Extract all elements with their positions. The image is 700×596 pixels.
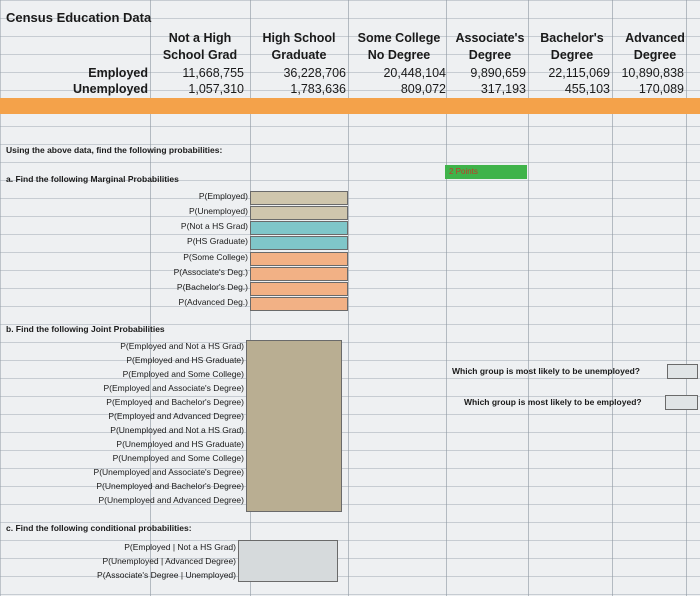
answer-p-hs-grad[interactable] — [250, 236, 348, 250]
orange-separator-row — [0, 98, 700, 114]
label-p-advanced: P(Advanced Deg.) — [178, 297, 248, 307]
header-line-2: Degree — [633, 48, 677, 62]
conditional-answer-column — [238, 540, 338, 582]
question-employed: Which group is most likely to be employed? — [464, 397, 642, 407]
label-cond-1: P(Employed | Not a HS Grad) — [124, 542, 236, 552]
label-joint-9: P(Unemployed and Some College) — [112, 453, 244, 463]
cell-employed-not-hs[interactable]: 11,668,755 — [182, 66, 244, 80]
grid-line — [446, 0, 447, 596]
cell-unemployed-not-hs[interactable]: 1,057,310 — [188, 82, 244, 96]
cell-unemployed-some-college[interactable]: 809,072 — [400, 82, 446, 96]
header-line-1: High School — [262, 31, 336, 45]
label-joint-5: P(Employed and Bachelor's Degree) — [106, 397, 244, 407]
row-label-employed: Employed — [88, 66, 148, 80]
header-line-2: Degree — [468, 48, 512, 62]
section-b-title: b. Find the following Joint Probabilities — [6, 324, 165, 334]
column-header-not-hs-grad — [150, 30, 250, 64]
cell-employed-some-college[interactable]: 20,448,104 — [383, 66, 446, 80]
question-unemployed: Which group is most likely to be unemployed? — [452, 366, 640, 376]
grid-line — [528, 0, 529, 596]
column-header-hs-graduate — [250, 30, 348, 64]
label-joint-7: P(Unemployed and Not a HS Grad) — [110, 425, 244, 435]
header-line-2: Degree — [550, 48, 594, 62]
section-a-title: a. Find the following Marginal Probabilities — [6, 174, 179, 184]
header-line-1: Advanced — [625, 31, 685, 45]
column-header-bachelors — [530, 30, 614, 64]
label-p-some-college: P(Some College) — [183, 252, 248, 262]
answer-p-employed[interactable] — [250, 191, 348, 205]
cell-unemployed-associates[interactable]: 317,193 — [480, 82, 526, 96]
label-p-bachelors: P(Bachelor's Deg.) — [176, 282, 248, 292]
label-joint-4: P(Employed and Associate's Degree) — [103, 383, 244, 393]
label-cond-2: P(Unemployed | Advanced Degree) — [102, 556, 236, 566]
label-p-unemployed: P(Unemployed) — [188, 206, 248, 216]
label-p-employed: P(Employed) — [198, 191, 248, 201]
label-joint-12: P(Unemployed and Advanced Degree) — [98, 495, 244, 505]
header-line-1: Bachelor's — [540, 31, 604, 45]
points-badge: 2 Points — [445, 165, 527, 179]
answer-p-advanced[interactable] — [250, 297, 348, 311]
cell-unemployed-advanced[interactable]: 170,089 — [638, 82, 684, 96]
answer-most-employed[interactable] — [665, 395, 698, 410]
section-c-title: c. Find the following conditional probabilities: — [6, 523, 192, 533]
label-joint-8: P(Unemployed and HS Graduate) — [116, 439, 244, 449]
answer-most-unemployed[interactable] — [667, 364, 698, 379]
label-joint-10: P(Unemployed and Associate's Degree) — [93, 467, 244, 477]
column-header-associates — [448, 30, 532, 64]
answer-p-some-college[interactable] — [250, 252, 348, 266]
answer-p-unemployed[interactable] — [250, 206, 348, 220]
column-header-advanced — [612, 30, 698, 64]
header-line-2: No Degree — [367, 48, 431, 62]
label-p-hs-grad: P(HS Graduate) — [187, 236, 248, 246]
cell-employed-hs[interactable]: 36,228,706 — [283, 66, 346, 80]
answer-p-bachelors[interactable] — [250, 282, 348, 296]
label-joint-6: P(Employed and Advanced Degree) — [108, 411, 244, 421]
label-p-associates: P(Associate's Deg.) — [173, 267, 248, 277]
joint-answer-column — [246, 340, 342, 512]
grid-line — [348, 0, 349, 596]
label-p-not-hs: P(Not a HS Grad) — [180, 221, 248, 231]
cell-unemployed-hs[interactable]: 1,783,636 — [290, 82, 346, 96]
label-joint-3: P(Employed and Some College) — [122, 369, 244, 379]
label-joint-1: P(Employed and Not a HS Grad) — [120, 341, 244, 351]
cell-employed-bachelors[interactable]: 22,115,069 — [548, 66, 610, 80]
row-label-unemployed: Unemployed — [72, 82, 148, 96]
header-line-1: Not a High — [168, 31, 232, 45]
header-line-1: Associate's — [455, 31, 525, 45]
cell-employed-associates[interactable]: 9,890,659 — [470, 66, 526, 80]
answer-p-associates[interactable] — [250, 267, 348, 281]
sheet-title: Census Education Data — [6, 10, 152, 25]
answer-p-not-hs[interactable] — [250, 221, 348, 235]
column-header-some-college — [350, 30, 448, 64]
label-joint-11: P(Unemployed and Bachelor's Degree) — [96, 481, 244, 491]
cell-employed-advanced[interactable]: 10,890,838 — [621, 66, 684, 80]
label-cond-3: P(Associate's Degree | Unemployed) — [97, 570, 236, 580]
instructions-text: Using the above data, find the following probabilities: — [6, 145, 223, 155]
header-line-1: Some College — [357, 31, 441, 45]
grid-line — [686, 0, 687, 596]
label-joint-2: P(Employed and HS Graduate) — [126, 355, 244, 365]
header-line-2: Graduate — [271, 48, 327, 62]
header-line-2: School Grad — [162, 48, 238, 62]
cell-unemployed-bachelors[interactable]: 455,103 — [564, 82, 610, 96]
